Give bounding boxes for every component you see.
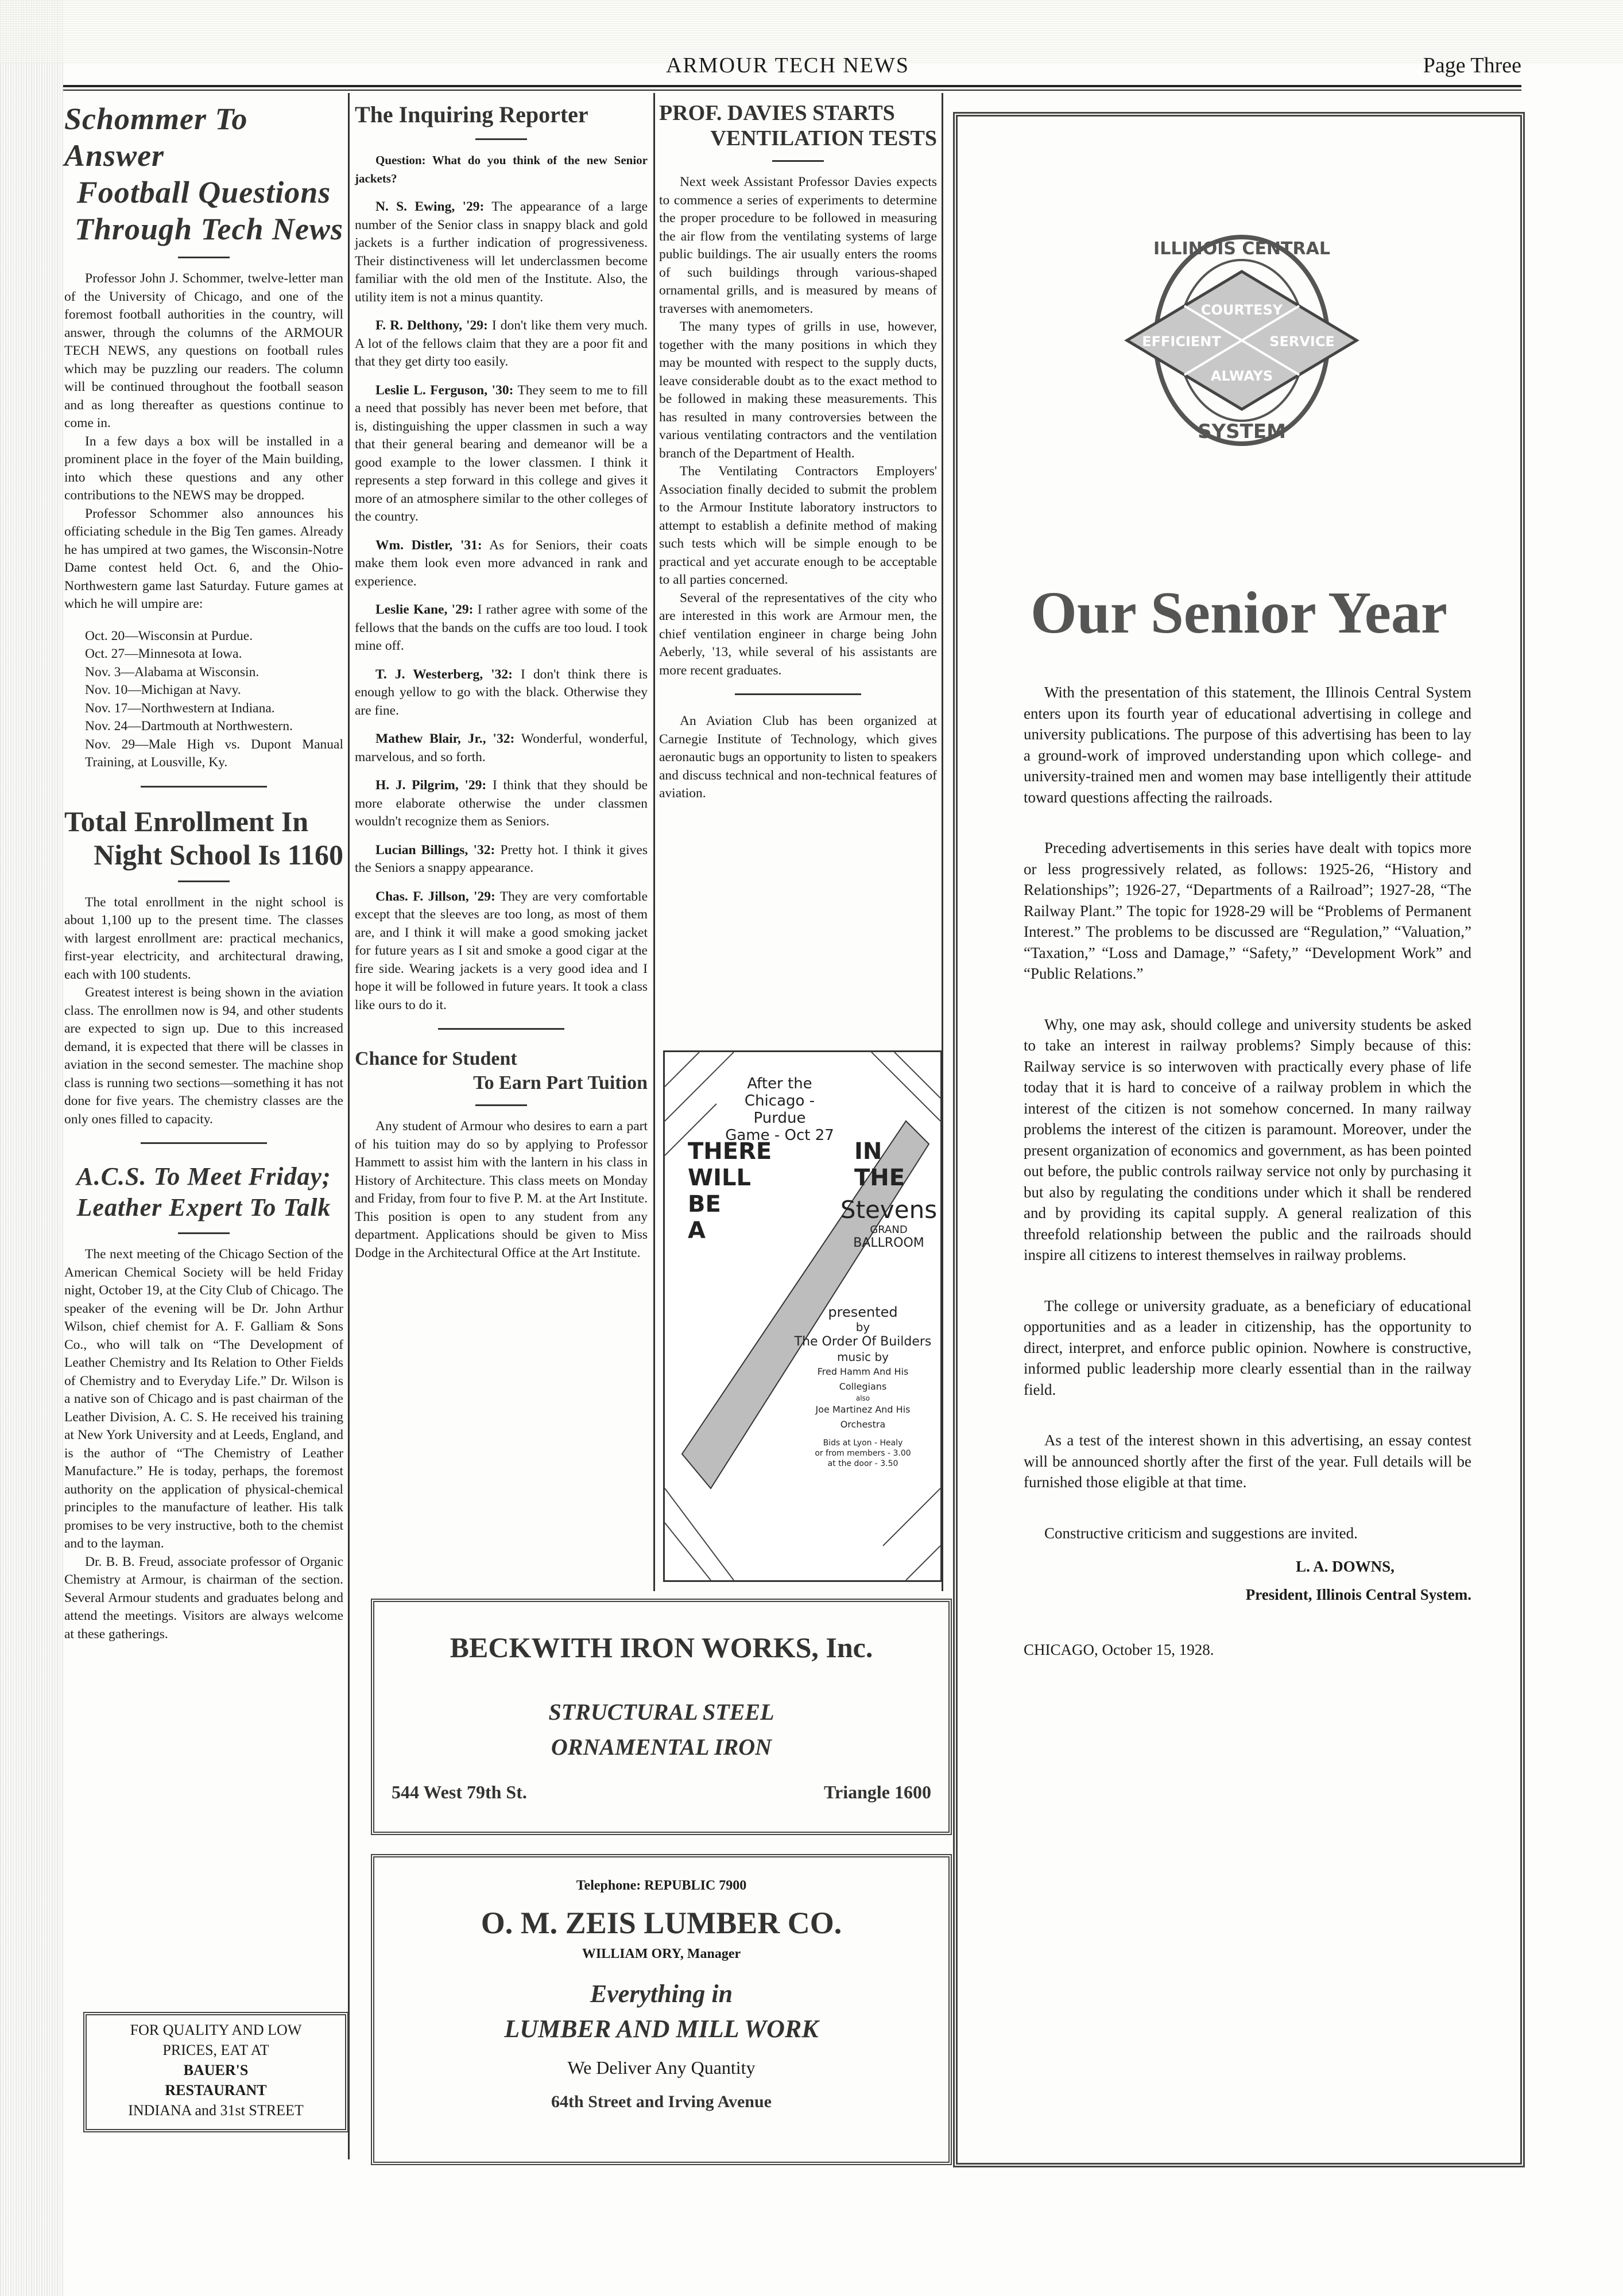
ad-company-name: BECKWITH IRON WORKS, Inc. (450, 1631, 873, 1663)
answer-respondent: Lucian Billings, '32: (375, 842, 495, 858)
column-divider-2 (653, 93, 655, 1591)
schedule-item: Oct. 20—Wisconsin at Purdue. (85, 628, 253, 643)
schedule-item: Nov. 10—Michigan at Navy. (85, 682, 241, 697)
answer-respondent: F. R. Delthony, '29: (375, 318, 488, 333)
ad-line: FOR QUALITY AND LOW (130, 2022, 302, 2038)
headline-line: VENTILATION TESTS (710, 126, 937, 150)
dance-ad-illustration (663, 1050, 942, 1582)
answer-respondent: Leslie L. Ferguson, '30: (375, 382, 514, 398)
dance-line: Bids at Lyon - Healy (823, 1438, 903, 1448)
dance-line: or from members - 3.00 (815, 1449, 911, 1458)
signature-name: L. A. DOWNS, (1296, 1558, 1395, 1575)
emblem-efficient: EFFICIENT (1142, 333, 1221, 350)
divider (438, 1028, 564, 1030)
beckwith-iron-works-ad (371, 1599, 952, 1835)
dance-line: Fred Hamm And His (817, 1366, 909, 1377)
article-paragraph: The total enrollment in the night school is about 1,100 up to the present time. The classes with largest enrollment are: practical mechanics, first-year electricity, and architectural drawing, each with 100 students. (64, 894, 343, 982)
ad-line: STRUCTURAL STEEL (548, 1699, 774, 1725)
headline-line: Through Tech News (74, 212, 343, 246)
dance-line: by (855, 1320, 870, 1334)
headline-line: Leather Expert To Talk (76, 1193, 331, 1221)
answer-text: Pretty hot. I think it gives the Seniors a snappy appearance. (355, 842, 648, 875)
headline-line: Total Enrollment In (64, 805, 309, 837)
divider (475, 138, 527, 140)
article-paragraph: An Aviation Club has been organized at Carnegie Institute of Technology, which gives aeronautic bugs an opportunity to listen to speakers and discuss technical and non-technical features of aviation. (659, 713, 937, 801)
article-paragraph: Any student of Armour who desires to earn a part of his tuition may do so by applying to Professor Hammett to assist him with the lantern in his class in History of Architecture. This class meets on Monday and Friday, from four to five P. M. at the Art Institute. This position is open to any student from any department. Applications should be given to Miss Dodge in the Architectural Office at the Art Institute. (355, 1119, 648, 1261)
inquiring-reporter-headline: The Inquiring Reporter (355, 102, 588, 127)
article-paragraph: Professor John J. Schommer, twelve-letter man of the University of Chicago, and one of the foremost football authorities in the country, will answer, through the columns of the ARMOUR TECH NEWS, any questions on football rules which may be puzzling our readers. The column will be continued throughout the football season and as long thereafter as questions continue to come in. (64, 271, 343, 430)
headline-line: Schommer To Answer (64, 102, 248, 173)
divider (178, 881, 230, 882)
headline-line: Night School Is 1160 (94, 838, 343, 871)
dance-line: BALLROOM (853, 1236, 924, 1250)
ad-paragraph: With the presentation of this statement, the Illinois Central System enters upon its fourth year of educational advertising in college and university publications. The purpose of this advertising has been to lay a ground-work of improved understanding upon which college- and university-trained men and women may base intelligently their attitude toward questions affecting the railroads. (1024, 684, 1471, 806)
article-paragraph: Next week Assistant Professor Davies expects to commence a series of experiments to determine the proper procedure to be followed in measuring the air flow from the ventilating systems of large public buildings. The air usually enters the rooms of such buildings through various-shaped ornamental grills, and is measured by means of traverses with anemometers. (659, 174, 937, 316)
emblem-courtesy: COURTESY (1200, 302, 1283, 318)
ad-line: RESTAURANT (165, 2082, 267, 2099)
ad-manager: WILLIAM ORY, Manager (582, 1946, 741, 1961)
divider (475, 1104, 527, 1106)
headline-line: A.C.S. To Meet Friday; (76, 1162, 331, 1190)
dance-line: music by (836, 1350, 889, 1364)
headline-line: PROF. DAVIES STARTS (659, 101, 895, 125)
answer-paragraph (355, 317, 648, 371)
column-1 (64, 100, 343, 1643)
headline-line: Chance for Student (355, 1048, 517, 1069)
article-paragraph: The next meeting of the Chicago Section of the American Chemical Society will be held Friday night, October 19, at the City Club of Chicago. The speaker of the evening will be Dr. John Arthur Wilson, chief chemist for A. F. Galliam & Sons Co., who will talk on “The Development of Leather Chemistry and Its Relation to Other Fields of Chemistry and to Everyday Life.” Dr. Wilson is a native son of Chicago and is past chairman of the Leather Division, A. C. S. He received his training at New York University and at Leeds, England, and is the author of “The Chemistry of Leather Manufacture.” He is today, perhaps, the foremost authority on the application of physical-chemical principles to the manufacture of leather. His talk promises to be very instructive, both to the chemist and to the layman. (64, 1247, 343, 1551)
column-2 (355, 100, 648, 1262)
divider (178, 257, 230, 258)
answer-paragraph (355, 888, 648, 1015)
ad-line: BAUER'S (183, 2062, 249, 2078)
answer-paragraph (355, 730, 648, 766)
zeis-lumber-ad (371, 1854, 952, 2165)
emblem-top-text: ILLINOIS CENTRAL (1153, 239, 1330, 259)
schedule-item: Nov. 17—Northwestern at Indiana. (85, 700, 275, 716)
davies-headline (659, 100, 937, 151)
answer-respondent: Leslie Kane, '29: (375, 602, 474, 617)
dance-line: THERE (688, 1138, 772, 1165)
schedule-item: Oct. 27—Minnesota at Iowa. (85, 646, 242, 661)
ad-telephone: Telephone: REPUBLIC 7900 (576, 1878, 747, 1893)
ad-line: PRICES, EAT AT (162, 2042, 269, 2058)
answer-paragraph (355, 841, 648, 878)
headline-line: Football Questions (76, 175, 331, 210)
schedule-item: Nov. 29—Male High vs. Dupont Manual Training, at Lousville, Ky. (85, 736, 343, 770)
ad-paragraph: As a test of the interest shown in this advertising, an essay contest will be announced shortly after the first of the year. Full details will be furnished those eligible at that time. (1024, 1432, 1471, 1491)
divider (141, 786, 267, 788)
article-paragraph: The Ventilating Contractors Employers' Association finally decided to submit the problem to the Armour Institute laboratory instructors to attempt to establish a definite method of making such tests which will be simple enough to be practical and yet accurate enough to be acceptable to all parties concerned. (659, 464, 937, 587)
ad-paragraph: Constructive criticism and suggestions are invited. (1044, 1524, 1358, 1542)
acs-headline (64, 1161, 343, 1223)
paper-name: ARMOUR TECH NEWS (666, 53, 909, 77)
article-paragraph: In a few days a box will be installed in a prominent place in the foyer of the Main building, into which these questions and any other contributions to the NEWS may be dropped. (64, 433, 343, 503)
answer-paragraph (355, 537, 648, 591)
scan-edge-noise (0, 0, 63, 2296)
inquiring-question: Question: What do you think of the new Senior jackets? (355, 153, 648, 185)
illinois-central-emblem-icon (1121, 231, 1362, 449)
umpire-schedule (85, 627, 343, 772)
dance-line: A (688, 1217, 706, 1244)
answer-respondent: T. J. Westerberg, '32: (375, 666, 513, 682)
answer-paragraph (355, 777, 648, 831)
dance-line: Game - Oct 27 (725, 1127, 834, 1144)
dance-line: at the door - 3.50 (827, 1459, 898, 1468)
divider (141, 1142, 267, 1144)
article-paragraph: Dr. B. B. Freud, associate professor of Organic Chemistry at Armour, is chairman of the section. Several Armour students and graduates belong and attend the meetings. Visitors are always welcome at these gatherings. (64, 1554, 343, 1642)
ad-address: 544 West 79th St. (392, 1782, 527, 1802)
dateline: CHICAGO, October 15, 1928. (1024, 1641, 1214, 1658)
answer-paragraph (355, 382, 648, 526)
ad-paragraph: Preceding advertisements in this series have dealt with topics more or less progressively related, as follows: 1925-26, “History and Relationships”; 1926-27, “Departments of a Railroad”; 1927-28, “The Railway Plant.” The topic for 1928-29 will be “Problems of Permanent Interest.” The problems to be discussed are “Regulation,” “Valuation,” “Taxation,” “Loss and Damage,” “Safety,” “Development Work” and “Public Relations.” (1024, 839, 1471, 982)
ad-body (1024, 682, 1471, 1661)
schedule-item: Nov. 24—Dartmouth at Northwestern. (85, 719, 293, 734)
ad-company-name: O. M. ZEIS LUMBER CO. (481, 1906, 842, 1940)
ad-address: 64th Street and Irving Avenue (551, 2092, 772, 2111)
article-paragraph: Several of the representatives of the city who are interested in this work are Armour men, the chief ventilation engineer in charge being John Aeberly, '13, while several of his assistants are more recent graduates. (659, 590, 937, 678)
masthead-rule-thin (63, 90, 1521, 91)
answer-respondent: Mathew Blair, Jr., '32: (375, 731, 515, 746)
answer-respondent: Chas. F. Jillson, '29: (375, 889, 495, 904)
illinois-central-ad (953, 112, 1525, 2167)
masthead-rule (63, 85, 1521, 87)
divider (735, 693, 861, 695)
ad-line: We Deliver Any Quantity (567, 2057, 756, 2078)
emblem-always: ALWAYS (1210, 368, 1273, 384)
dance-line: WILL (688, 1165, 751, 1191)
inquiring-answers (355, 198, 648, 1014)
ad-line: ORNAMENTAL IRON (551, 1734, 772, 1760)
answer-paragraph (355, 198, 648, 307)
dance-line: also (855, 1394, 870, 1402)
ad-paragraph: Why, one may ask, should college and university students be asked to take an interest in railway problems? Simply because of this: Railway service is so interwoven with practically every phase of life today that it is hard to conceive of a railway problem in which the interest of the citizen is not somehow concerned. In many railway problems the interest of the citizen is paramount. Moreover, under the present organization of economics and government, as has been pointed out before, the public controls railway service not only by purchasing it but also by regulating the conditions under which it shall be rendered and by providing its capital supply. A general realization of this threefold relationship between the public and the railroads should inspire all citizens to interest themselves in railway problems. (1024, 1015, 1471, 1263)
dance-venue: Stevens (840, 1196, 938, 1224)
answer-text: They are very comfortable except that the sleeves are too long, as most of them are, and I think it will make a good smoking jacket for future years as I sit and smoke a good cigar at the fire side. Wearing jackets is a very good idea and I hope it will be followed in future years. It took a class like ours to do it. (355, 889, 648, 1013)
dance-line: BE (688, 1191, 721, 1217)
emblem-bottom-text: SYSTEM (1198, 420, 1286, 443)
page-number: Page Three (1423, 53, 1521, 77)
answer-text: I don't like them very much. A lot of the fellows claim that they are a poor fit and that they get dirty too easily. (355, 318, 648, 369)
ad-title: Our Senior Year (1030, 580, 1448, 646)
answer-respondent: Wm. Distler, '31: (375, 537, 482, 553)
answer-text: I rather agree with some of the fellows that the bands on the cuffs are too loud. I took mine off. (355, 602, 648, 653)
dance-line: IN (854, 1138, 882, 1165)
emblem-service: SERVICE (1269, 333, 1335, 350)
answer-text: As for Seniors, their coats make them look even more advanced in rank and experience. (355, 537, 648, 589)
divider (772, 160, 824, 162)
column-3 (659, 100, 937, 803)
dance-org: The Order Of Builders (794, 1335, 932, 1349)
answer-text: Wonderful, wonderful, marvelous, and so forth. (355, 731, 648, 765)
dance-line: Joe Martinez And His (815, 1404, 911, 1415)
answer-text: I don't think there is enough yellow to go with the black. Otherwise they are fine. (355, 666, 648, 718)
answer-respondent: H. J. Pilgrim, '29: (375, 778, 487, 793)
headline-line: To Earn Part Tuition (473, 1072, 648, 1093)
schedule-item: Nov. 3—Alabama at Wisconsin. (85, 664, 259, 680)
answer-text: They seem to me to fill a need that possibly has never been met before, that is, distinguishing the upper classmen in such a way that their general bearing and demeanor will be a good example to the lower classmen. I think it represents a step forward in this college and gives it more of an atmosphere similar to the other colleges of the country. (355, 382, 648, 524)
tuition-headline (355, 1047, 648, 1095)
dance-line: THE (854, 1165, 905, 1191)
answer-respondent: N. S. Ewing, '29: (375, 199, 485, 214)
ad-line: INDIANA and 31st STREET (128, 2102, 304, 2119)
answer-paragraph (355, 601, 648, 656)
schommer-headline (64, 100, 343, 247)
ad-tagline: Everything in (590, 1980, 733, 2008)
article-paragraph: Greatest interest is being shown in the aviation class. The enrollmen now is 94, and other students are expected to sign up. Due to this increased demand, it is expected that there will be classes in aviation in the second semester. The machine shop class is running two sections—something it has not done for five years. The chemistry classes are the only ones filled to capacity. (64, 985, 343, 1127)
dance-line: After the (747, 1075, 812, 1092)
article-paragraph: The many types of grills in use, however, together with the many positions in which they may be mounted with respect to the supply ducts, leave considerable doubt as to the exact method to be followed in making these measurements. This has resulted in many controversies between the various ventilating contractors and the ventilation branch of the Department of Health. (659, 319, 937, 461)
ad-phone: Triangle 1600 (824, 1782, 931, 1802)
dance-line: Orchestra (840, 1419, 886, 1430)
divider (178, 1232, 230, 1234)
bauers-restaurant-ad (83, 2012, 348, 2132)
answer-text: The appearance of a large number of the Senior class in snappy black and gold jackets is a further indication of progressiveness. Their distinctiveness will let underclassmen become familiar with the old men of the Institute. Also, the utility item is not a minus quantity. (355, 199, 648, 305)
masthead (63, 53, 1521, 82)
signature-title: President, Illinois Central System. (1245, 1585, 1471, 1603)
column-divider-1 (348, 93, 350, 2159)
answer-paragraph (355, 666, 648, 720)
dance-line: Collegians (839, 1381, 887, 1392)
ad-paragraph: The college or university graduate, as a beneficiary of educational opportunities and as a leader in citizenship, has the opportunity to direct, interpret, and enforce public opinion. Nowhere is constructive, informed public leadership more clearly essential than in the railway field. (1024, 1297, 1471, 1398)
ad-tagline: LUMBER AND MILL WORK (504, 2015, 819, 2043)
answer-text: I think that they should be more elaborate otherwise the under classmen wouldn't recognize them as Seniors. (355, 778, 648, 829)
dance-line: presented (828, 1304, 898, 1320)
enrollment-headline (64, 805, 343, 871)
article-paragraph: Professor Schommer also announces his officiating schedule in the Big Ten games. Already he has umpired at two games, the Wisconsin-Notre Dame contest held Oct. 6, and the Ohio-Northwestern game last Saturday. Future games at which he will umpire are: (64, 506, 343, 611)
dance-line: Chicago - Purdue (744, 1092, 815, 1127)
dance-line: GRAND (870, 1224, 908, 1236)
